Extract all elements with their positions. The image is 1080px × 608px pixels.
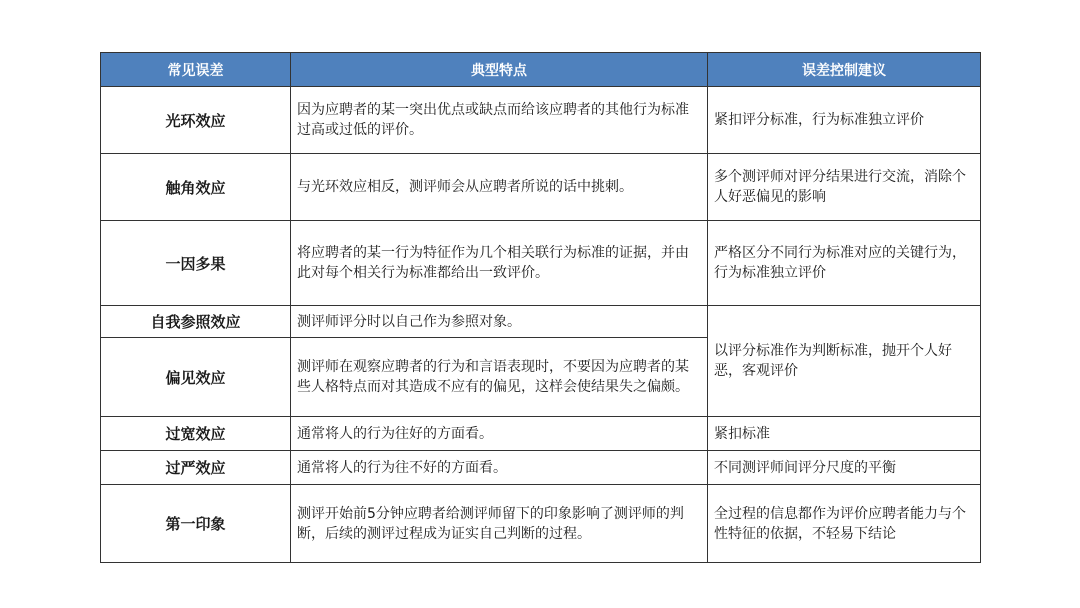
error-description: 测评开始前5分钟应聘者给测评师留下的印象影响了测评师的判断，后续的测评过程成为证实自己判断的过程。 (291, 485, 708, 563)
error-description: 将应聘者的某一行为特征作为几个相关联行为标准的证据，并由此对每个相关行为标准都给出一致评价。 (291, 221, 708, 306)
error-name: 过严效应 (101, 451, 291, 485)
control-advice: 以评分标准作为判断标准，抛开个人好恶，客观评价 (708, 306, 981, 417)
control-advice: 严格区分不同行为标准对应的关键行为，行为标准独立评价 (708, 221, 981, 306)
error-description: 因为应聘者的某一突出优点或缺点而给该应聘者的其他行为标准过高或过低的评价。 (291, 87, 708, 154)
table-row (101, 485, 981, 563)
table-row (101, 417, 981, 451)
table-row (101, 221, 981, 306)
error-name: 偏见效应 (101, 338, 291, 417)
table-row (101, 154, 981, 221)
header-control-advice: 误差控制建议 (708, 53, 981, 87)
error-control-table (100, 52, 981, 563)
control-advice: 全过程的信息都作为评价应聘者能力与个性特征的依据，不轻易下结论 (708, 485, 981, 563)
header-row (101, 53, 981, 87)
error-description: 测评师评分时以自己作为参照对象。 (291, 306, 708, 338)
error-name: 过宽效应 (101, 417, 291, 451)
header-common-errors: 常见误差 (101, 53, 291, 87)
control-advice: 多个测评师对评分结果进行交流，消除个人好恶偏见的影响 (708, 154, 981, 221)
error-name: 触角效应 (101, 154, 291, 221)
table-row (101, 451, 981, 485)
error-name: 一因多果 (101, 221, 291, 306)
control-advice: 紧扣评分标准，行为标准独立评价 (708, 87, 981, 154)
error-description: 通常将人的行为往不好的方面看。 (291, 451, 708, 485)
error-description: 与光环效应相反，测评师会从应聘者所说的话中挑刺。 (291, 154, 708, 221)
control-advice: 不同测评师间评分尺度的平衡 (708, 451, 981, 485)
table-row (101, 87, 981, 154)
control-advice: 紧扣标准 (708, 417, 981, 451)
error-name: 光环效应 (101, 87, 291, 154)
table-row (101, 306, 981, 338)
error-description: 通常将人的行为往好的方面看。 (291, 417, 708, 451)
error-name: 第一印象 (101, 485, 291, 563)
error-description: 测评师在观察应聘者的行为和言语表现时，不要因为应聘者的某些人格特点而对其造成不应有的偏见，这样会使结果失之偏颇。 (291, 338, 708, 417)
header-typical-features: 典型特点 (291, 53, 708, 87)
error-name: 自我参照效应 (101, 306, 291, 338)
